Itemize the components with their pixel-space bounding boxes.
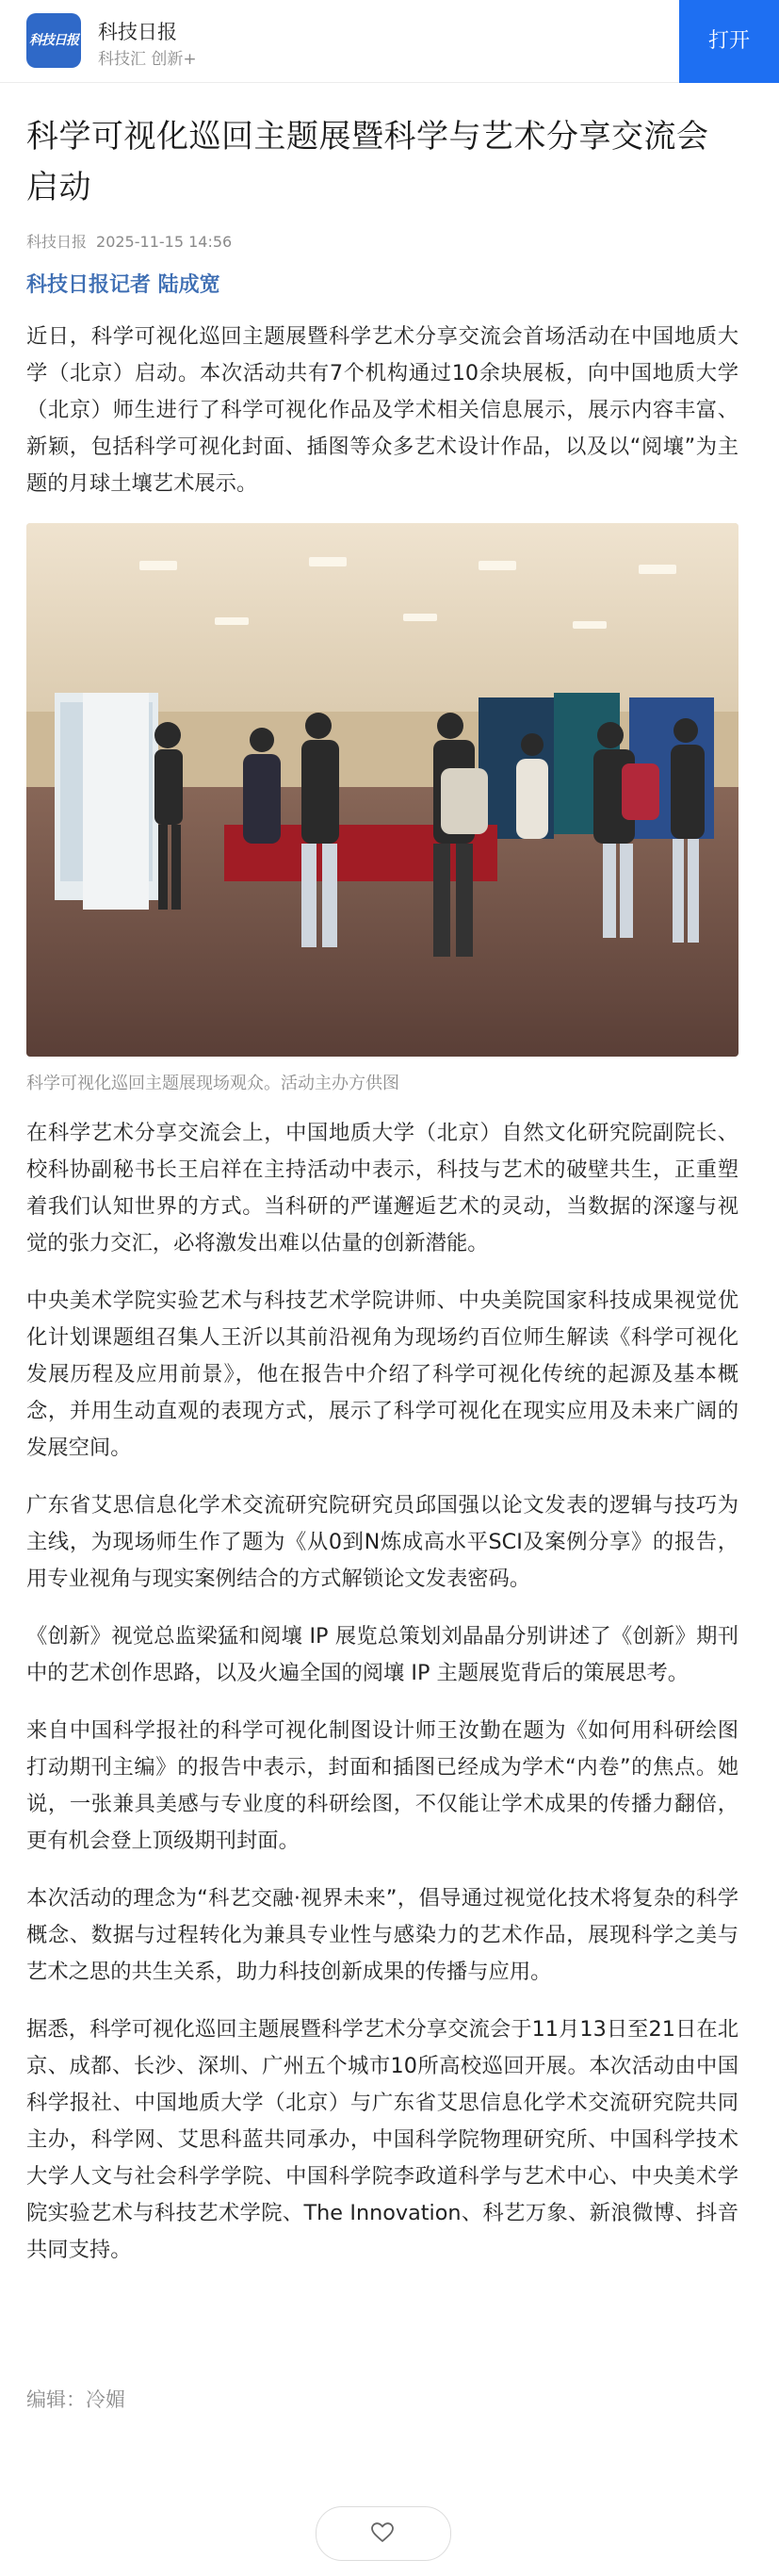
image-caption: 科学可视化巡回主题展现场观众。活动主办方供图 <box>26 1074 399 1093</box>
app-logo[interactable]: 科技日报 <box>26 13 81 68</box>
article-meta <box>26 230 738 252</box>
like-button[interactable] <box>316 2506 451 2561</box>
editor-credit: 编辑：冷媚 <box>26 2388 125 2411</box>
article-paragraph: 据悉，科学可视化巡回主题展暨科学艺术分享交流会于11月13日至21日在北京、成都、长沙、深圳、广州五个城市10所高校巡回开展。本次活动由中国科学报社、中国地质大学（北京）与广东省艾思信息化学术交流研究院共同主办，科学网、艾思科蓝共同承办，中国科学院物理研究所、中国科学技术大学人文与社会科学学院、中国科学院李政道科学与艺术中心、中央美术学院实验艺术与科技艺术学院、The Innovation、科艺万象、新浪微博、抖音共同支持。 <box>26 2017 738 2262</box>
article-paragraph: 在科学艺术分享交流会上，中国地质大学（北京）自然文化研究院副院长、校科协副秘书长王启祥在主持活动中表示，科技与艺术的破壁共生，正重塑着我们认知世界的方式。当科研的严谨邂逅艺术的灵动，当数据的深邃与视觉的张力交汇，必将激发出难以估量的创新潜能。 <box>26 1121 738 1255</box>
exhibition-photo[interactable] <box>26 523 738 1057</box>
article <box>26 111 738 2269</box>
article-paragraph: 《创新》视觉总监梁猛和阅壤 IP 展览总策划刘晶晶分别讲述了《创新》期刊中的艺术创作思路，以及火遍全国的阅壤 IP 主题展览背后的策展思考。 <box>26 1624 738 1685</box>
article-paragraph: 来自中国科学报社的科学可视化制图设计师王汝勤在题为《如何用科研绘图打动期刊主编》的报告中表示，封面和插图已经成为学术“内卷”的焦点。她说，一张兼具美感与专业度的科研绘图，不仅能让学术成果的传播力翻倍，更有机会登上顶级期刊封面。 <box>26 1718 738 1853</box>
page-title: 科学可视化巡回主题展暨科学与艺术分享交流会启动 <box>26 118 709 206</box>
article-paragraph: 中央美术学院实验艺术与科技艺术学院讲师、中央美院国家科技成果视觉优化计划课题组召集人王沂以其前沿视角为现场约百位师生解读《科学可视化发展历程及应用前景》，他在报告中介绍了科学可视化传统的起源及基本概念，并用生动直观的表现方式，展示了科学可视化在现实应用及未来广阔的发展空间。 <box>26 1288 738 1460</box>
app-slogan: 科技汇 创新+ <box>98 50 197 69</box>
article-paragraph: 近日，科学可视化巡回主题展暨科学艺术分享交流会首场活动在中国地质大学（北京）启动。本次活动共有7个机构通过10余块展板，向中国地质大学（北京）师生进行了科学可视化作品及学术相关信息展示，展示内容丰富、新颖，包括科学可视化封面、插图等众多艺术设计作品，以及以“阅壤”为主题的月球土壤艺术展示。 <box>26 324 738 496</box>
app-banner <box>0 0 779 83</box>
article-paragraph: 广东省艾思信息化学术交流研究院研究员邱国强以论文发表的逻辑与技巧为主线，为现场师生作了题为《从0到N炼成高水平SCI及案例分享》的报告，用专业视角与现实案例结合的方式解锁论文发表密码。 <box>26 1493 738 1591</box>
article-paragraph: 本次活动的理念为“科艺交融·视界未来”，倡导通过视觉化技术将复杂的科学概念、数据与过程转化为兼具专业性与感染力的艺术作品，展现科学之美与艺术之思的共生关系，助力科技创新成果的传播与应用。 <box>26 1886 738 1984</box>
heart-icon <box>371 2522 394 2543</box>
article-source: 科技日报 <box>26 233 88 251</box>
open-app-button[interactable]: 打开 <box>679 0 779 83</box>
app-name: 科技日报 <box>98 21 177 43</box>
article-datetime: 2025-11-15 14:56 <box>96 233 233 251</box>
byline: 科技日报记者 陆成宽 <box>26 273 220 297</box>
